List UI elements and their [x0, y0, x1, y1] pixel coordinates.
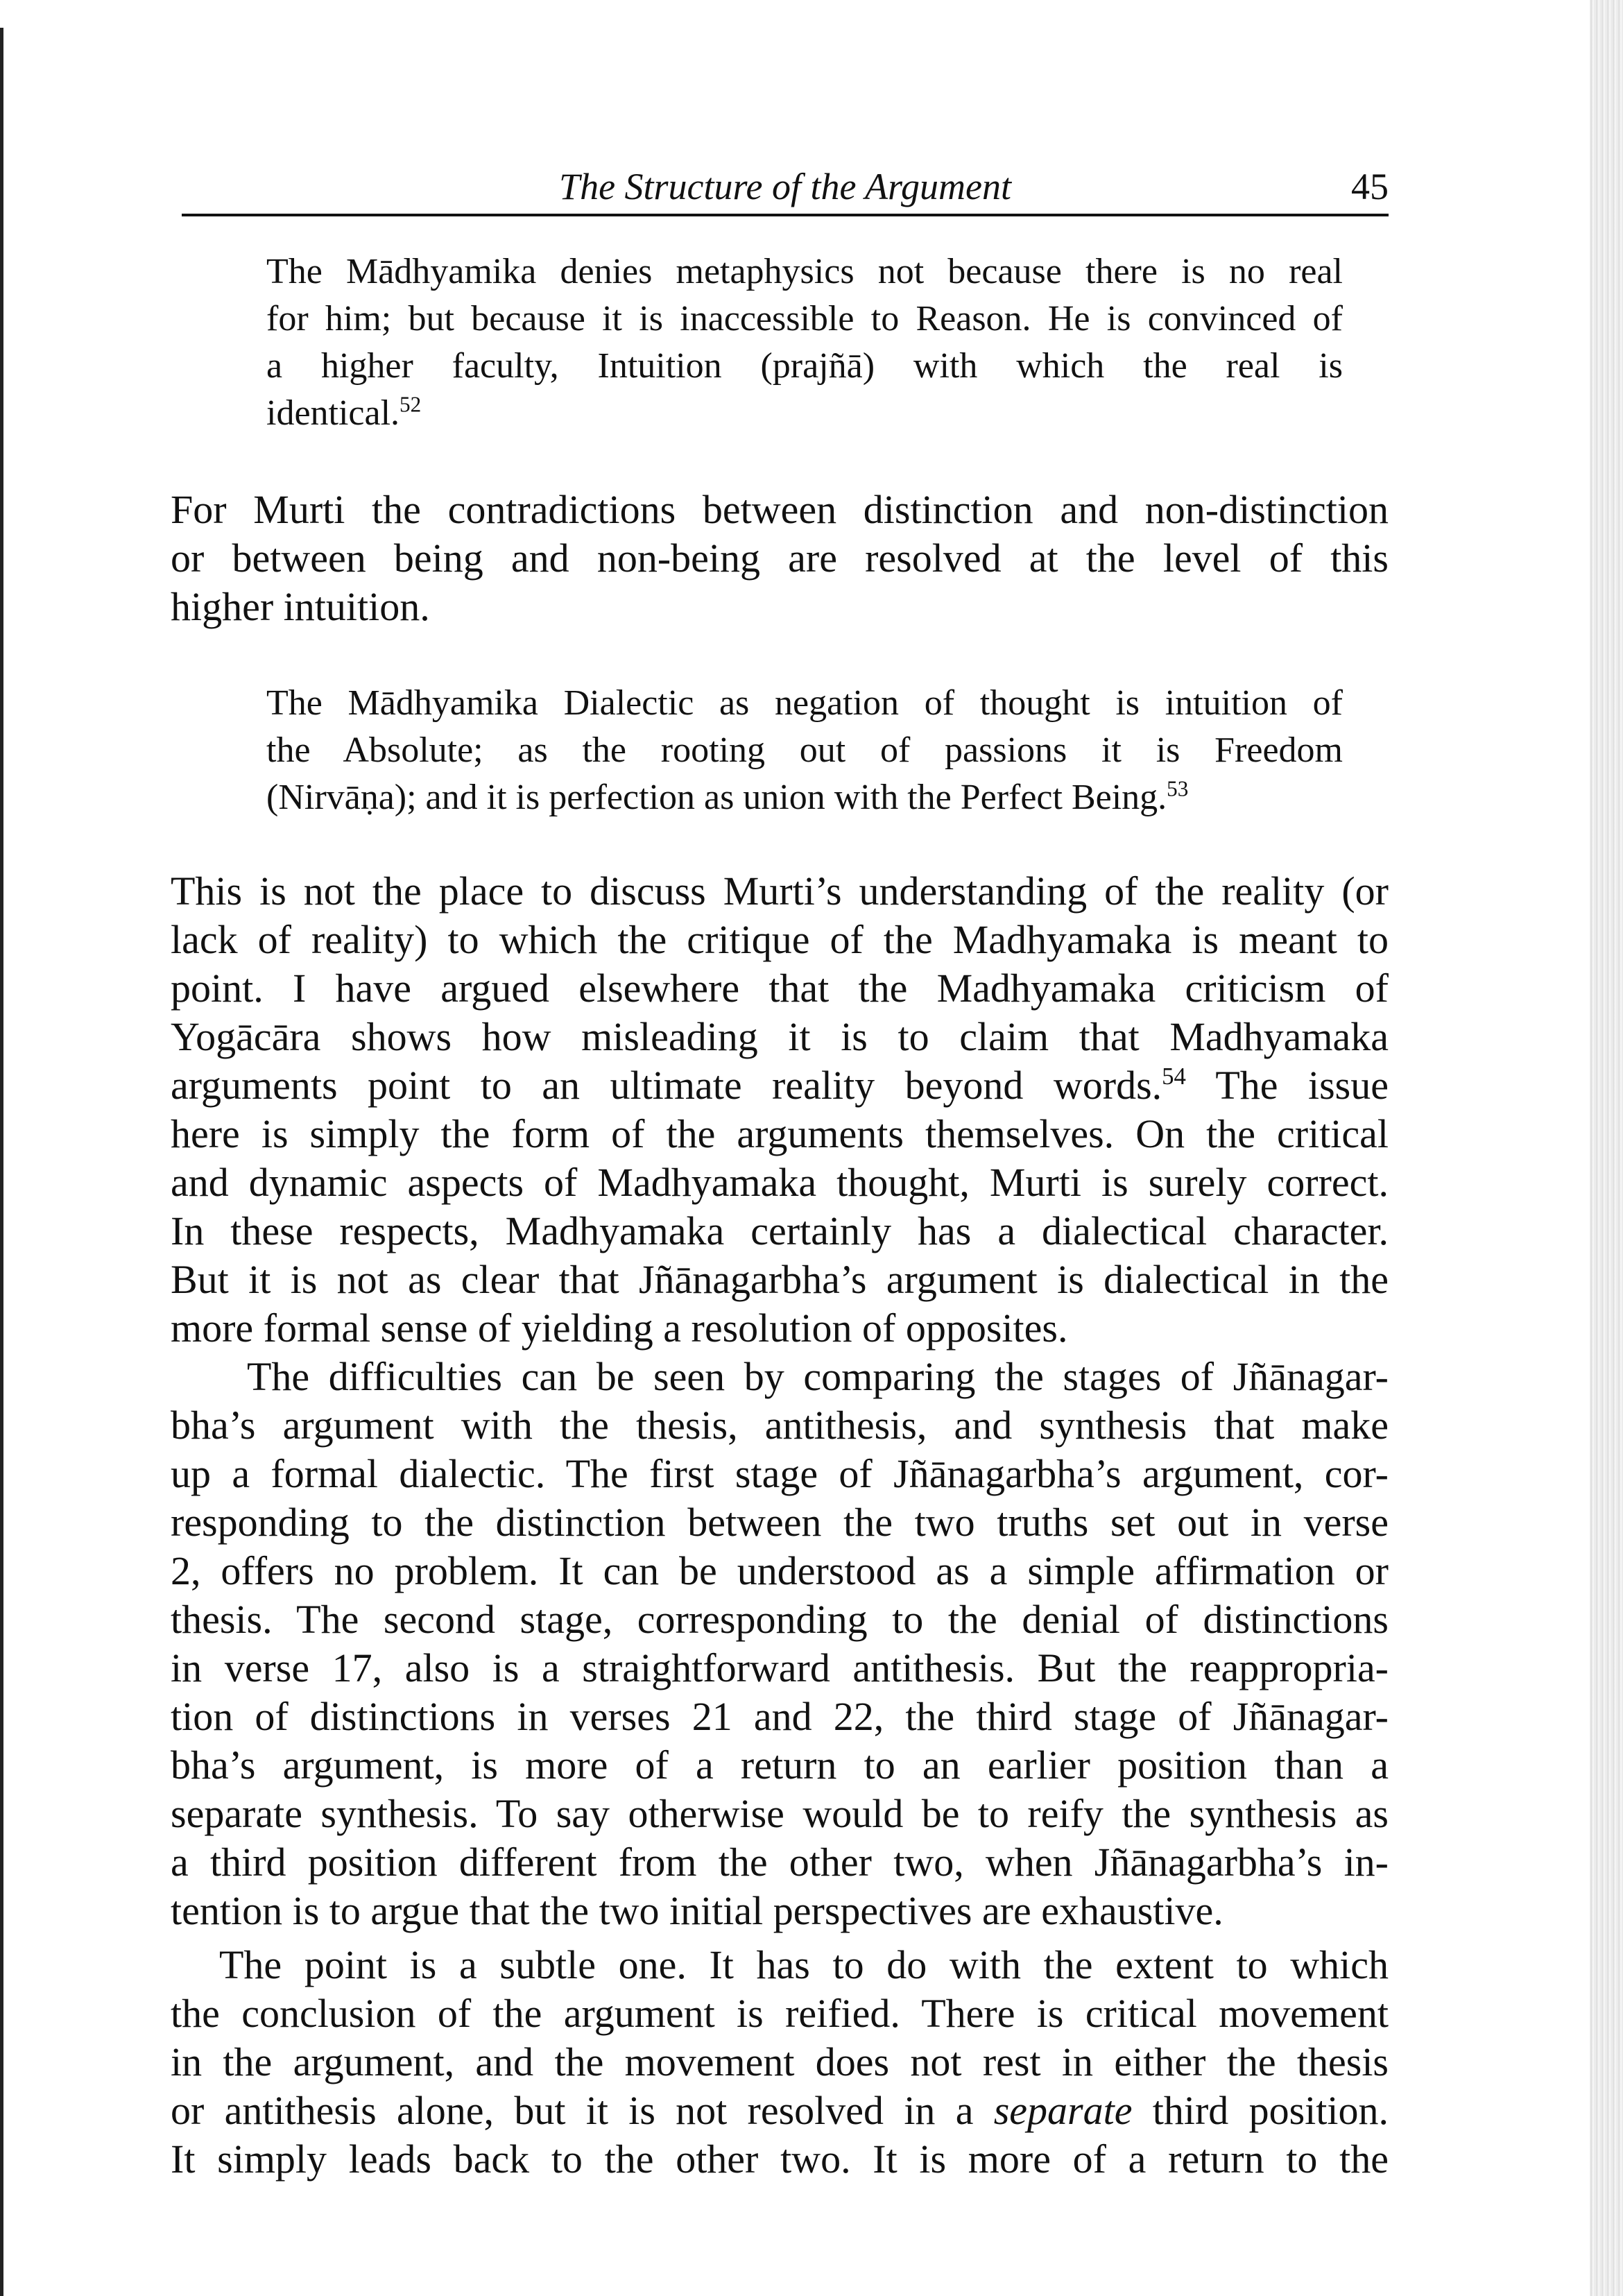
paragraph-1 — [171, 486, 1389, 631]
text-line: in verse 17, also is a straightforward antithesis. But the reappropria- — [171, 1645, 1389, 1690]
text-line: or between being and non-being are resolved at the level of this — [171, 536, 1389, 581]
quote-line: The Mādhyamika Dialectic as negation of thought is intuition of — [266, 683, 1343, 723]
text-line: up a formal dialectic. The first stage of Jñānagarbha’s argument, cor- — [171, 1451, 1389, 1496]
text-line: In these respects, Madhyamaka certainly has a dialectical character. — [171, 1208, 1389, 1253]
text-line: in the argument, and the movement does not rest in either the thesis — [171, 2039, 1389, 2084]
quote-line — [266, 774, 1343, 821]
text-segment: third position. — [1132, 2088, 1389, 2133]
text-line — [171, 2087, 1389, 2135]
quote-text: (Nirvāṇa); and it is perfection as union with the Perfect Being. — [266, 778, 1167, 817]
paragraph-2 — [171, 867, 1389, 1353]
text-line: point. I have argued elsewhere that the Madhyamaka criticism of — [171, 966, 1389, 1011]
page-number: 45 — [1351, 166, 1389, 207]
block-quote-2 — [266, 680, 1343, 821]
footnote-ref: 52 — [400, 392, 422, 417]
text-line: the conclusion of the argument is reified. There is critical movement — [171, 1991, 1389, 2036]
footnote-ref: 54 — [1162, 1063, 1186, 1090]
text-line: For Murti the contradictions between distinction and non-distinction — [171, 487, 1389, 532]
quote-text: identical. — [266, 393, 400, 433]
quote-line: a higher faculty, Intuition (prajñā) with which the real is — [266, 346, 1343, 386]
page-left-edge — [0, 28, 3, 2296]
text-line: Yogācāra shows how misleading it is to claim that Madhyamaka — [171, 1014, 1389, 1059]
emphasized-word: separate — [993, 2088, 1133, 2133]
text-line — [171, 1061, 1389, 1110]
text-line: here is simply the form of the arguments themselves. On the critical — [171, 1111, 1389, 1156]
text-line: bha’s argument with the thesis, antithesis, and synthesis that make — [171, 1403, 1389, 1448]
text-segment: The issue — [1185, 1063, 1389, 1108]
text-line: and dynamic aspects of Madhyamaka thought, Murti is surely correct. — [171, 1160, 1389, 1205]
text-segment: arguments point to an ultimate reality beyond words. — [171, 1063, 1162, 1108]
text-line: 2, offers no problem. It can be understood as a simple affirmation or — [171, 1548, 1389, 1593]
text-line: higher intuition. — [171, 584, 430, 629]
quote-line — [266, 390, 1343, 437]
text-line: a third position different from the other two, when Jñānagarbha’s in- — [171, 1840, 1389, 1885]
text-line: But it is not as clear that Jñānagarbha’s argument is dialectical in the — [171, 1257, 1389, 1302]
running-title: The Structure of the Argument — [559, 166, 1011, 207]
text-line: responding to the distinction between the two truths set out in verse — [171, 1500, 1389, 1545]
book-spine-edge — [1590, 0, 1623, 2296]
text-line: more formal sense of yielding a resolution of opposites. — [171, 1305, 1068, 1351]
text-line: thesis. The second stage, corresponding to the denial of distinctions — [171, 1597, 1389, 1642]
quote-line: The Mādhyamika denies metaphysics not because there is no real — [266, 252, 1343, 291]
text-line: tention is to argue that the two initial perspectives are exhaustive. — [171, 1888, 1223, 1933]
quote-line: the Absolute; as the rooting out of passions it is Freedom — [266, 730, 1343, 770]
paragraph-3 — [171, 1353, 1389, 1935]
text-segment: or antithesis alone, but it is not resolved in a — [171, 2088, 994, 2133]
text-line: The point is a subtle one. It has to do with the extent to which — [219, 1942, 1389, 1987]
block-quote-1 — [266, 248, 1343, 437]
footnote-ref: 53 — [1167, 776, 1189, 801]
text-line: tion of distinctions in verses 21 and 22, the third stage of Jñānagar- — [171, 1694, 1389, 1739]
text-line: bha’s argument, is more of a return to an earlier position than a — [171, 1742, 1389, 1788]
paragraph-4 — [171, 1941, 1389, 2184]
text-line: It simply leads back to the other two. It is more of a return to the — [171, 2136, 1389, 2182]
text-line: This is not the place to discuss Murti’s understanding of the reality (or — [171, 868, 1389, 914]
text-line: lack of reality) to which the critique of the Madhyamaka is meant to — [171, 917, 1389, 962]
text-line: separate synthesis. To say otherwise would be to reify the synthesis as — [171, 1791, 1389, 1836]
running-header — [182, 158, 1389, 216]
quote-line: for him; but because it is inaccessible to Reason. He is convinced of — [266, 299, 1343, 339]
text-line: The difficulties can be seen by comparing the stages of Jñānagar- — [247, 1354, 1389, 1399]
